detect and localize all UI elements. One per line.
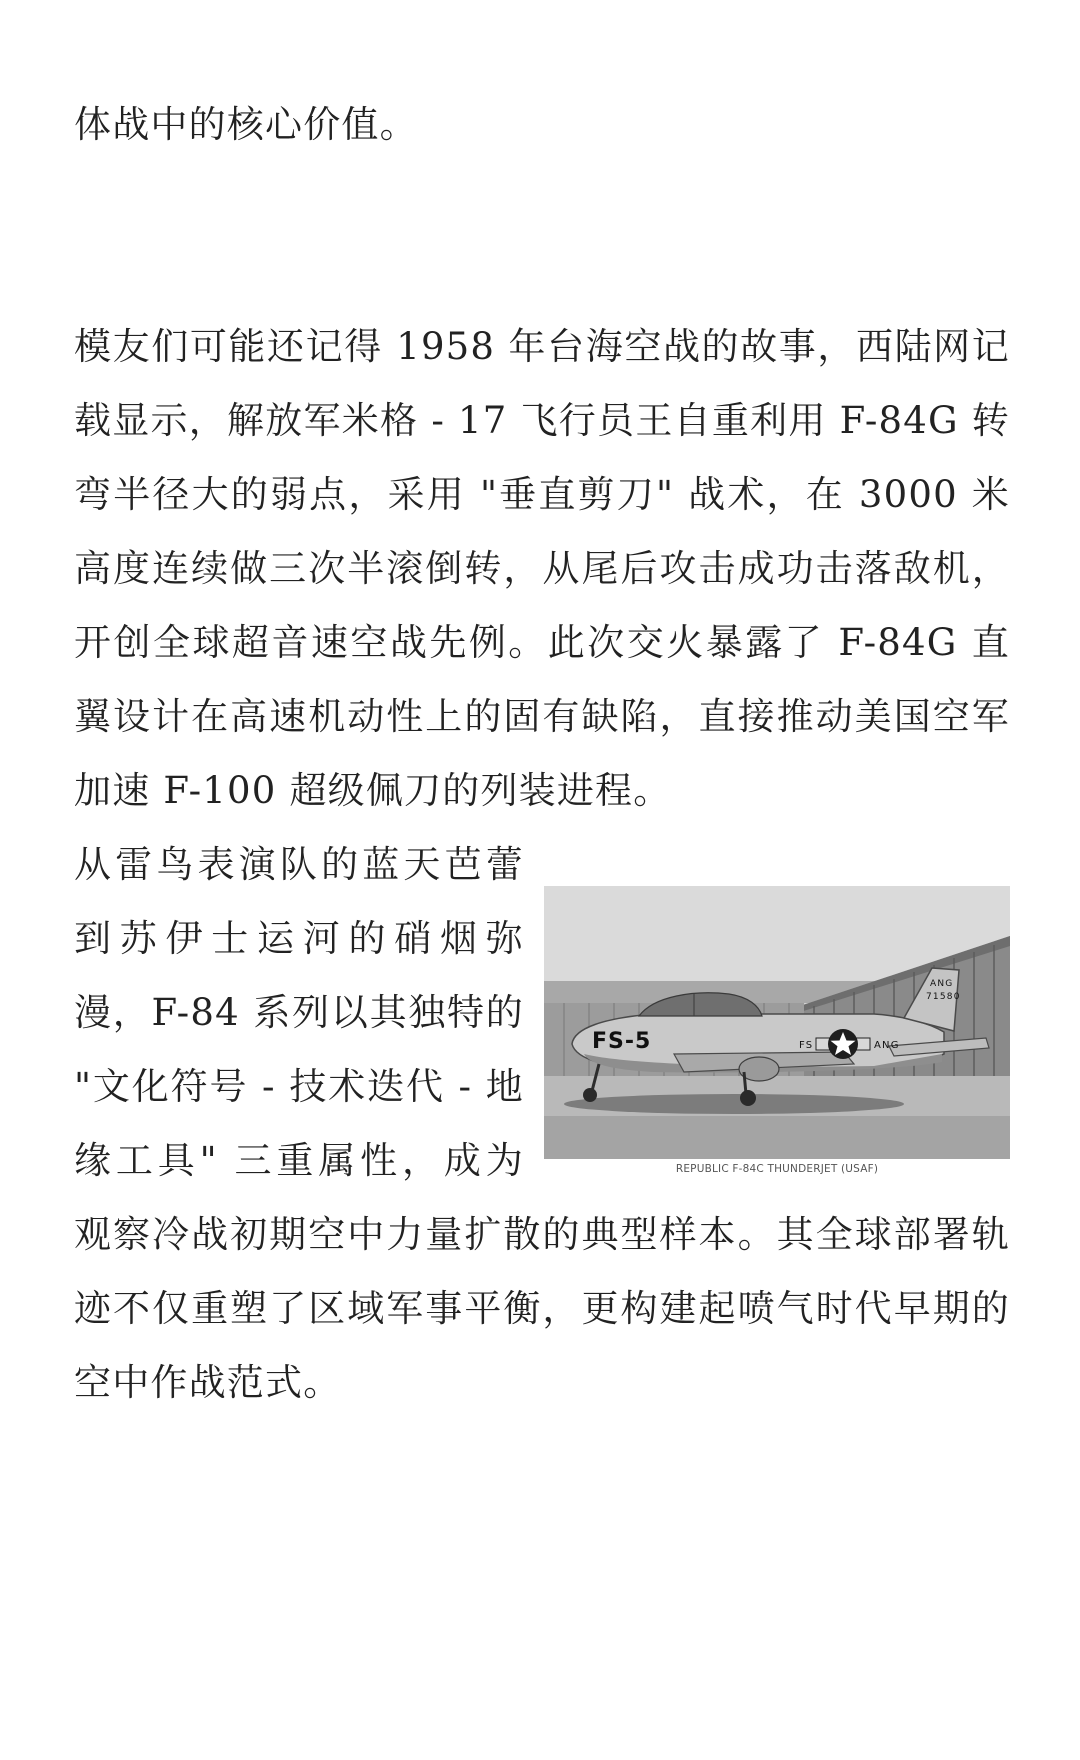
aircraft-figure: [544, 886, 1010, 1176]
article-body: [74, 88, 1010, 1420]
tail-marking-1: ANG: [930, 979, 954, 989]
fuselage-marking: ANG: [874, 1040, 900, 1051]
nose-marking: FS-5: [592, 1029, 652, 1054]
paragraph-1-tail: 体战中的核心价值。: [74, 103, 418, 146]
paragraph-spacer: [74, 162, 1010, 310]
aircraft-photo: [544, 886, 1010, 1159]
wing-marking: FS: [799, 1040, 814, 1051]
paragraph-3: 从雷鸟表演队的蓝天芭蕾到苏伊士运河的硝烟弥漫，F-84 系列以其独特的 "文化符号 - 技术迭代 - 地缘工具" 三重属性，成为观察冷战初期空中力量扩散的典型样本。其全球部署轨迹不仅重塑了区域军事平衡，更构建起喷气时代早期的空中作战范式。: [74, 843, 1010, 1404]
tail-marking-2: 71580: [926, 992, 961, 1002]
figure-caption: REPUBLIC F-84C THUNDERJET (USAF): [675, 1163, 879, 1175]
paragraph-2: 模友们可能还记得 1958 年台海空战的故事，西陆网记载显示，解放军米格 - 17 飞行员王自重利用 F-84G 转弯半径大的弱点，采用 "垂直剪刀" 战术，在 3000 米高度连续做三次半滚倒转，从尾后攻击成功击落敌机，开创全球超音速空战先例。此次交火暴露了 F-84G 直翼设计在高速机动性上的固有缺陷，直接推动美国空军加速 F-100 超级佩刀的列装进程。: [74, 325, 1010, 812]
